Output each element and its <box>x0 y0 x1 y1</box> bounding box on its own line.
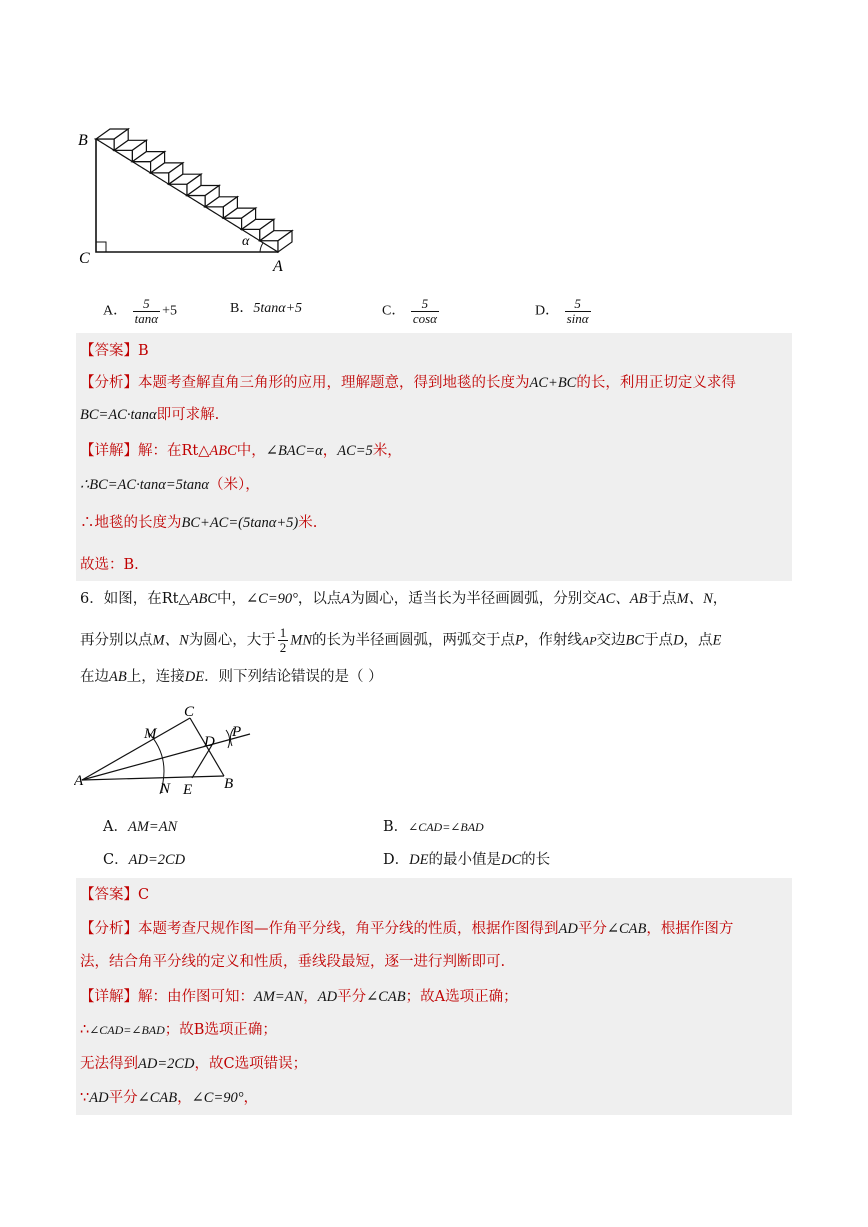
angle-bisector-figure <box>74 700 264 800</box>
stair-step-front <box>169 184 187 195</box>
label-alpha: α <box>242 234 250 249</box>
label-c: C <box>79 250 90 267</box>
q5-analysis-line1: 【分析】本题考查解直角三角形的应用，理解题意，得到地毯的长度为AC+BC的长，利用正切定义求得 <box>80 375 736 391</box>
q6-analysis-line1: 【分析】本题考查尺规作图—作角平分线，角平分线的性质，根据作图得到AD平分∠CAB，根据作图方 <box>80 921 734 937</box>
q6-option-b[interactable]: B．∠CAD=∠BAD <box>383 819 484 835</box>
stair-step-front <box>223 218 241 229</box>
label-a: A <box>74 773 84 789</box>
label-d: D <box>204 734 215 750</box>
label-a: A <box>273 258 283 275</box>
label-p: P <box>232 724 242 740</box>
q6-answer: 【答案】C <box>80 887 150 903</box>
label-b: B <box>78 132 88 149</box>
q5-detail-line1: 【详解】解：在Rt△ABC中，∠BAC=α，AC=5米， <box>80 443 402 459</box>
q5-detail-line2: ∴BC=AC·tanα=5tanα（米）， <box>80 477 260 493</box>
q6-detail-line2: ∴∠CAD=∠BAD；故B选项正确； <box>80 1022 277 1038</box>
stair-step-front <box>187 196 205 207</box>
stair-step-front <box>96 139 114 150</box>
q5-conclusion: 故选：B. <box>80 557 139 573</box>
q6-stem-line1: 6．如图，在Rt△ABC中，∠C=90°，以点A为圆心，适当长为半径画圆弧，分别交AC、AB于点M、N， <box>80 591 728 607</box>
q6-option-a[interactable]: A．AM=AN <box>103 819 178 835</box>
label-n: N <box>160 781 171 797</box>
q6-option-c[interactable]: C．AD=2CD <box>103 852 186 868</box>
q6-detail-line1: 【详解】解：由作图可知：AM=AN，AD平分∠CAB；故A选项正确； <box>80 989 518 1005</box>
q6-stem-line2: 再分别以点M、N为圆心，大于 $\frac{1}{2}$ MN的长为半径画圆弧，两弧交于点P，作射线AP交边BC于点D，点E <box>80 625 722 655</box>
label-e: E <box>183 782 193 798</box>
stair-step-front <box>151 173 169 184</box>
stair-step-front <box>260 241 278 252</box>
stair-step-front <box>114 150 132 161</box>
q6-stem-line3: 在边AB上，连接DE．则下列结论错误的是（ ） <box>80 669 383 685</box>
stair-step-front <box>132 162 150 173</box>
q5-option-c[interactable]: C． $\frac{5}{\cos\alpha}$ <box>382 296 437 326</box>
q5-option-b[interactable]: B．5tanα+5 <box>230 301 303 316</box>
q6-analysis-line2: 法，结合角平分线的定义和性质，垂线段最短，逐一进行判断即可. <box>80 954 506 970</box>
q5-analysis-line2: BC=AC·tanα即可求解. <box>80 407 220 423</box>
q5-detail-line3: ∴地毯的长度为BC+AC=(5tanα+5)米. <box>80 515 318 531</box>
q5-option-d[interactable]: D． $\frac{5}{\sin\alpha}$ <box>535 296 589 326</box>
label-m: M <box>144 726 157 742</box>
staircase-figure <box>70 105 310 280</box>
q6-detail-line4: ∵AD平分∠CAB，∠C=90°， <box>80 1090 259 1106</box>
q6-detail-line3: 无法得到AD=2CD，故C选项错误； <box>80 1056 308 1072</box>
label-c: C <box>184 704 195 720</box>
stair-step-front <box>205 207 223 218</box>
label-b: B <box>224 776 234 792</box>
q6-option-d[interactable]: D．DE的最小值是DC的长 <box>383 852 551 868</box>
q5-answer: 【答案】B <box>80 343 149 359</box>
q5-option-a[interactable]: A． $\frac{5}{\tan\alpha}$ +5 <box>103 296 177 326</box>
